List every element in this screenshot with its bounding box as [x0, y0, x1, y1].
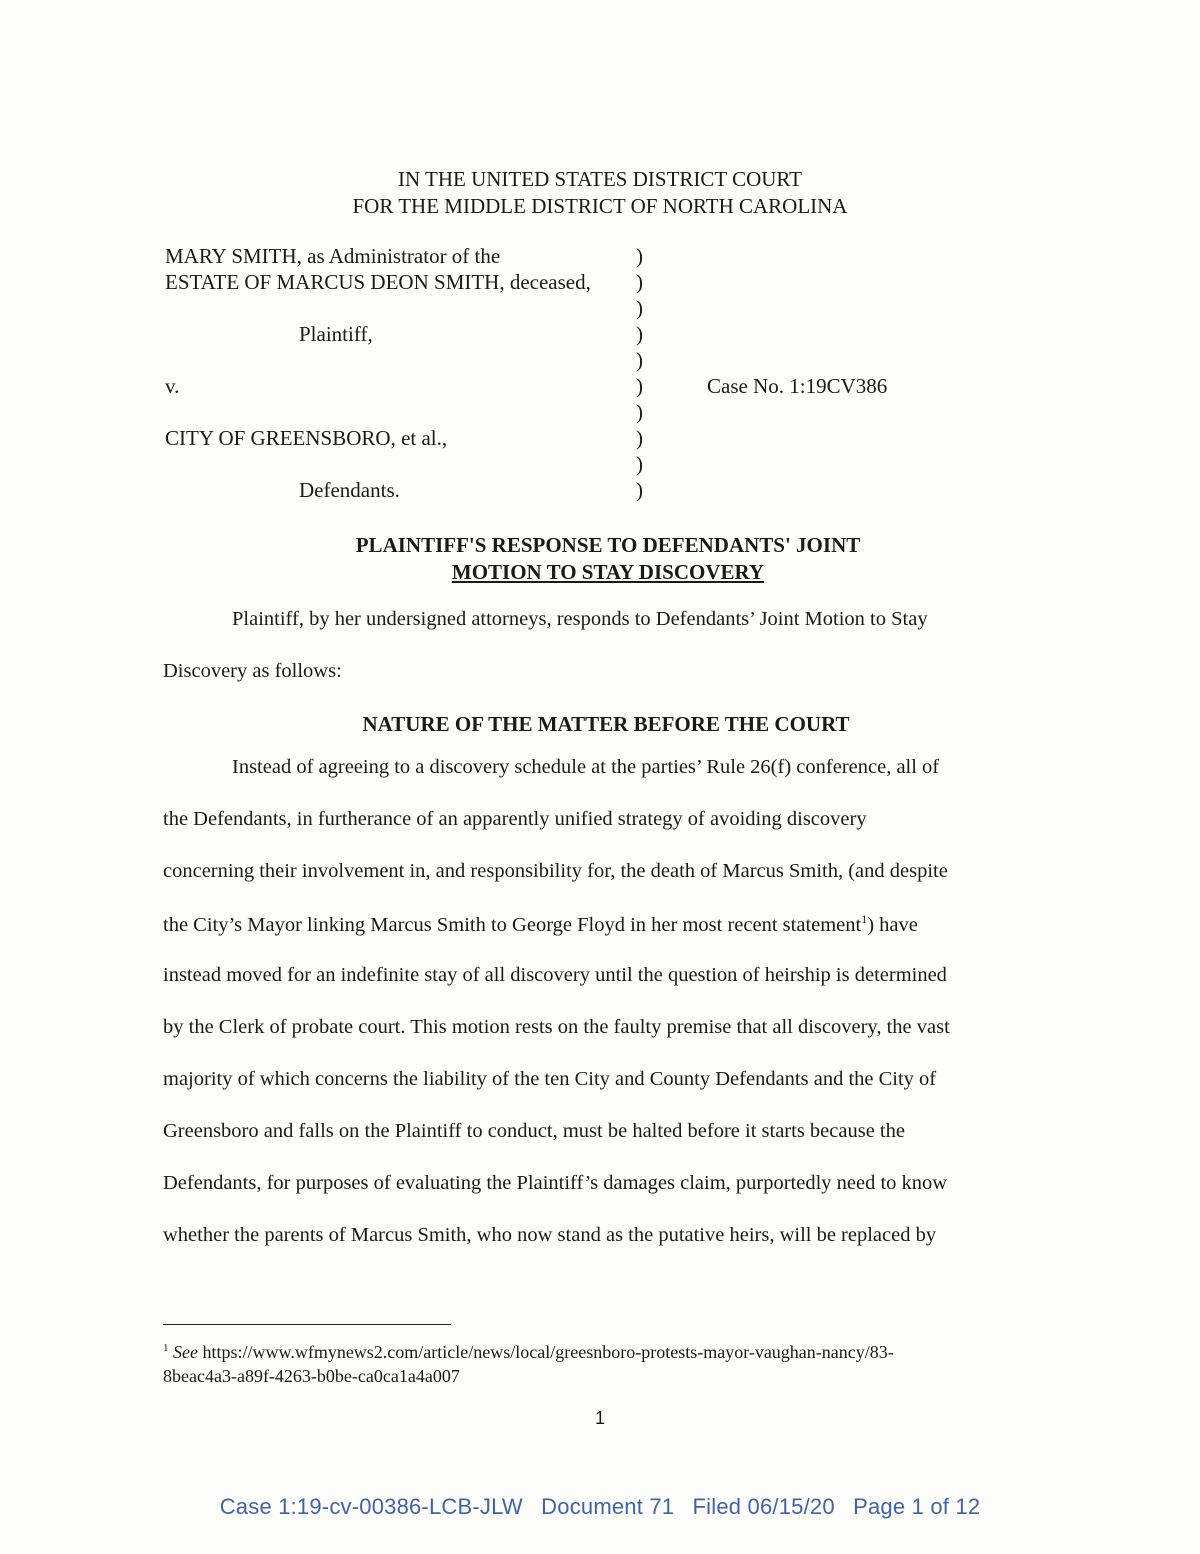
body-line-text: ) have [867, 913, 918, 936]
case-number: Case No. 1:19CV386 [707, 374, 888, 398]
document-title-line1: PLAINTIFF'S RESPONSE TO DEFENDANTS' JOINT [355, 533, 861, 557]
caption-paren: ) [636, 374, 643, 398]
body-line: concerning their involvement in, and responsibility for, the death of Marcus Smith, (and despite [163, 860, 948, 882]
stamp-case: Case 1:19-cv-00386-LCB-JLW [219, 1494, 523, 1519]
body-line: Defendants, for purposes of evaluating the Plaintiff’s damages claim, purportedly need to know [163, 1172, 948, 1194]
footnote-marker: 1 [163, 1342, 169, 1354]
stamp-document: Document 71 [541, 1494, 675, 1519]
court-header [0, 166, 1200, 220]
body-line: instead moved for an indefinite stay of all discovery until the question of heirship is determined [163, 964, 947, 986]
caption-plaintiff-line1: MARY SMITH, as Administrator of the [165, 244, 501, 268]
caption-paren: ) [636, 400, 643, 424]
caption-versus: v. [165, 374, 180, 398]
caption-defendant: CITY OF GREENSBORO, et al., [165, 426, 448, 450]
filing-stamp [0, 1494, 1200, 1520]
section-heading: NATURE OF THE MATTER BEFORE THE COURT [362, 712, 850, 736]
caption-defendant-role: Defendants. [299, 478, 400, 502]
caption-paren: ) [636, 244, 643, 268]
footnote-url-line1: https://www.wfmynews2.com/article/news/local/greesnboro-protests-mayor-vaughan-nancy/83- [202, 1342, 894, 1362]
caption-paren: ) [636, 270, 643, 294]
caption-paren: ) [636, 426, 643, 450]
footnote-divider [163, 1324, 451, 1325]
caption-paren: ) [636, 452, 643, 476]
body-line: majority of which concerns the liability of the ten City and County Defendants and the City of [163, 1068, 937, 1090]
body-line: by the Clerk of probate court. This motion rests on the faulty premise that all discovery, the vast [163, 1016, 950, 1038]
caption-paren: ) [636, 478, 643, 502]
footnote [163, 1336, 1033, 1388]
caption-plaintiff-line2: ESTATE OF MARCUS DEON SMITH, deceased, [165, 270, 591, 294]
stamp-filed: Filed 06/15/20 [692, 1494, 835, 1519]
court-district-line: FOR THE MIDDLE DISTRICT OF NORTH CAROLINA [352, 194, 848, 218]
body-line-text: the City’s Mayor linking Marcus Smith to George Floyd in her most recent statement [163, 913, 862, 936]
body-line: the Defendants, in furtherance of an apparently unified strategy of avoiding discovery [163, 808, 867, 830]
caption-plaintiff-role: Plaintiff, [299, 322, 373, 346]
caption-paren: ) [636, 322, 643, 346]
body-line: whether the parents of Marcus Smith, who now stand as the putative heirs, will be replaced by [163, 1224, 937, 1246]
body-line: Greensboro and falls on the Plaintiff to conduct, must be halted before it starts because the [163, 1120, 905, 1142]
court-name-line: IN THE UNITED STATES DISTRICT COURT [397, 167, 803, 191]
caption-paren: ) [636, 296, 643, 320]
body-line: Instead of agreeing to a discovery schedule at the parties’ Rule 26(f) conference, all of [232, 756, 940, 778]
footnote-see: See [173, 1342, 198, 1362]
footnote-reference: 1 [861, 912, 868, 926]
stamp-page: Page 1 of 12 [853, 1494, 981, 1519]
body-line [163, 912, 918, 937]
document-title-line2: MOTION TO STAY DISCOVERY [451, 560, 765, 584]
intro-line1: Plaintiff, by her undersigned attorneys, responds to Defendants’ Joint Motion to Stay [232, 608, 928, 630]
intro-line2: Discovery as follows: [163, 660, 342, 682]
footnote-line1 [163, 1336, 1033, 1364]
page-number: 1 [594, 1408, 605, 1428]
footnote-url-line2: 8beac4a3-a89f-4263-b0be-ca0ca1a4a007 [163, 1366, 460, 1386]
caption-paren: ) [636, 348, 643, 372]
document-title [0, 532, 1200, 586]
